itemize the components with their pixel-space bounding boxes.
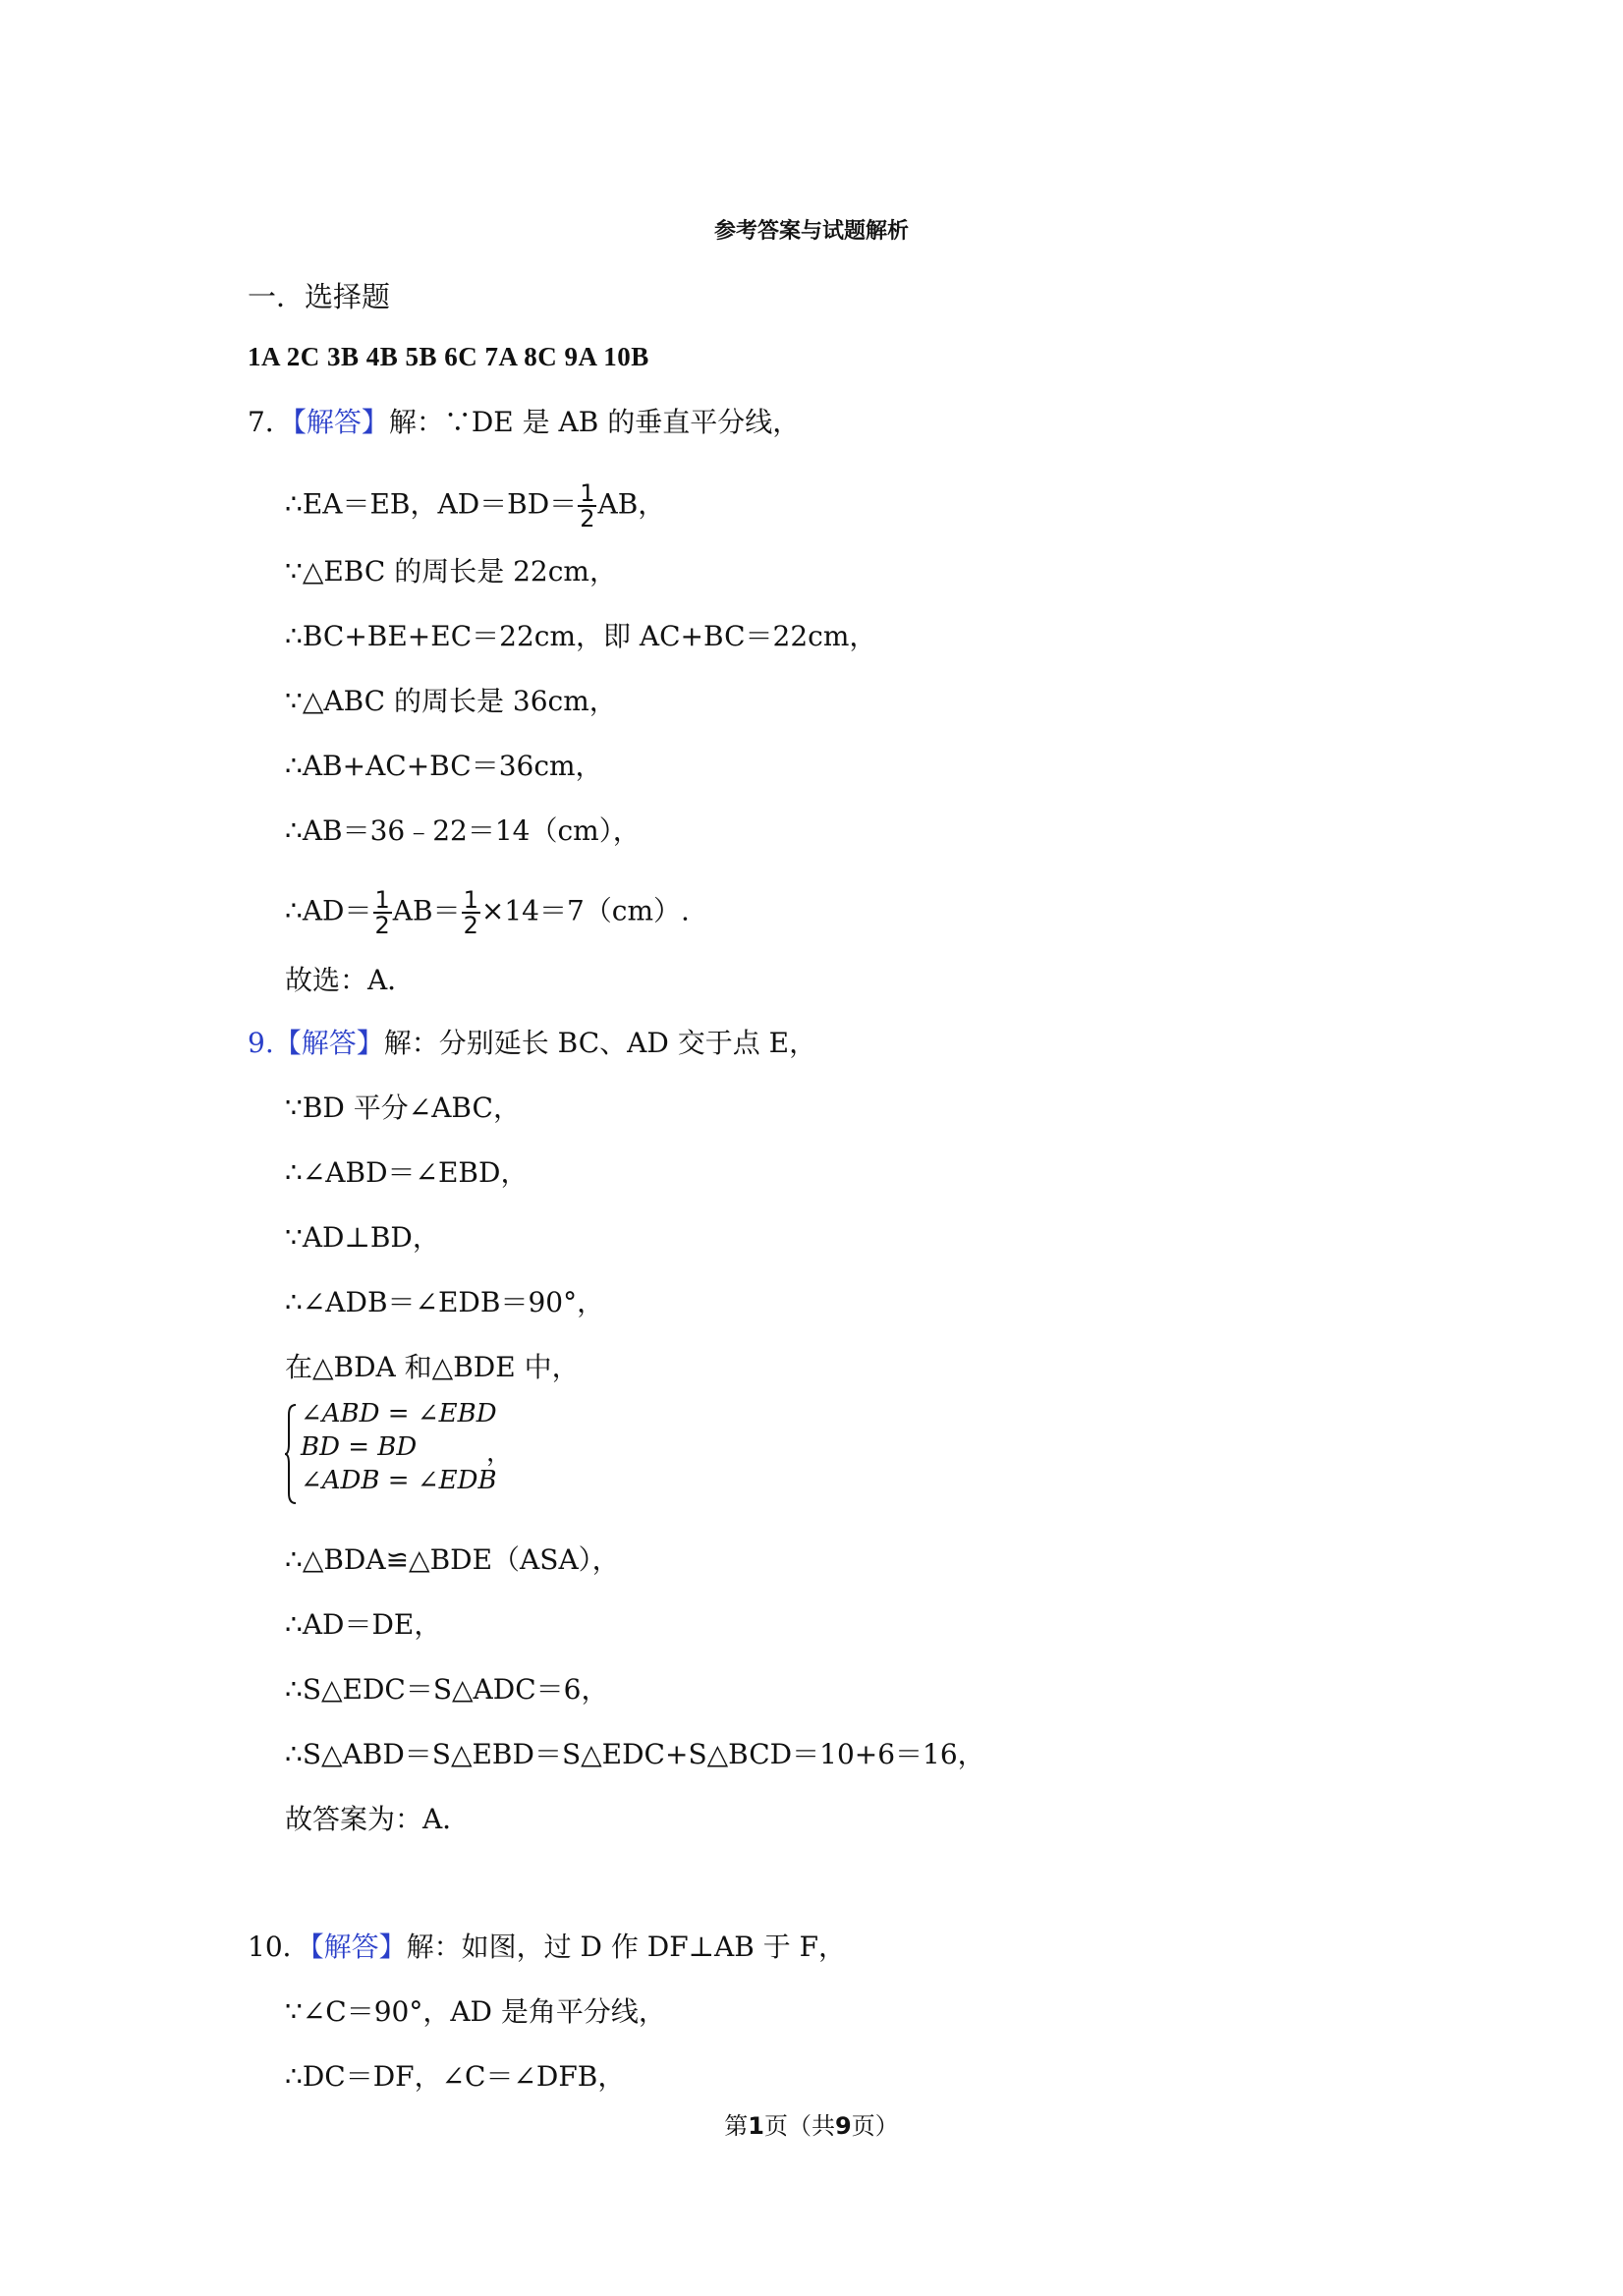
q10-tag: 【解答】 — [309, 1931, 407, 1963]
q10-number: 10． — [248, 1931, 310, 1963]
answer-key: 1A 2C 3B 4B 5B 6C 7A 8C 9A 10B — [248, 342, 649, 371]
footer-suffix: 页） — [851, 2112, 899, 2140]
footer-page-number: 1 — [748, 2112, 764, 2140]
q10-heading — [248, 1928, 846, 1967]
q7-line-4: ∵△ABC 的周长是 36cm， — [285, 685, 617, 717]
section-heading: 一．选择题 — [248, 280, 391, 313]
q9-line-6: ∴△BDA≌△BDE（ASA）， — [285, 1543, 620, 1576]
footer-prefix: 第 — [724, 2112, 749, 2140]
q10-line-0: 解：如图，过 D 作 DF⊥AB 于 F， — [406, 1931, 847, 1963]
q9-line-4: ∴∠ADB＝∠EDB＝90°， — [285, 1286, 605, 1318]
q7-tag: 【解答】 — [292, 406, 389, 438]
q9-line-8: ∴S△EDC＝S△ADC＝6， — [285, 1673, 609, 1706]
q7-line-7-a: ∴AD＝ — [285, 894, 372, 927]
q9-line-1: ∵BD 平分∠ABC， — [285, 1092, 521, 1124]
q7-line-1-a: ∴EA＝EB，AD＝BD＝ — [285, 487, 578, 521]
q9-line-10: 故答案为：A． — [285, 1803, 471, 1835]
page-title: 参考答案与试题解析 — [713, 219, 909, 244]
q9-line-2: ∴∠ABD＝∠EBD， — [285, 1156, 529, 1189]
q7-line-6: ∴AB＝36﹣22＝14（cm）， — [285, 814, 641, 847]
q7-line-1-b: AB， — [597, 487, 666, 521]
fraction-half — [373, 888, 392, 937]
system-row-3: ∠ADB = ∠EDB — [301, 1466, 497, 1495]
system-row-2: BD = BD — [301, 1432, 418, 1462]
q7-line-7-c: ×14＝7（cm）. — [480, 894, 690, 927]
q7-line-8: 故选：A． — [285, 964, 416, 996]
q10-line-1: ∵∠C＝90°，AD 是角平分线， — [285, 1995, 666, 2028]
q7-line-3: ∴BC+BE+EC＝22cm，即 AC+BC＝22cm， — [285, 620, 877, 652]
q9-number: 9. — [248, 1027, 274, 1059]
q7-line-5: ∴AB+AC+BC＝36cm， — [285, 750, 603, 782]
fraction-half — [578, 481, 596, 531]
fraction-numerator: 1 — [374, 886, 390, 914]
fraction-denominator: 2 — [463, 912, 478, 939]
q9-line-9: ∴S△ABD＝S△EBD＝S△EDC+S△BCD＝10+6＝16， — [285, 1738, 985, 1770]
fraction-numerator: 1 — [463, 886, 478, 914]
q9-tag: 【解答】 — [273, 1027, 384, 1059]
q10-line-2: ∴DC＝DF，∠C＝∠DFB， — [285, 2060, 626, 2093]
footer-middle: 页（共 — [764, 2112, 835, 2140]
q9-line-3: ∵AD⊥BD， — [285, 1221, 440, 1254]
q7-heading — [248, 403, 800, 442]
footer-total-pages: 9 — [835, 2112, 852, 2140]
q7-line-1 — [285, 481, 665, 531]
q9-line-5: 在△BDA 和△BDE 中， — [285, 1351, 580, 1383]
page-footer — [0, 2106, 1623, 2141]
q7-line-7-b: AB＝ — [392, 894, 461, 927]
q7-line-2: ∵△EBC 的周长是 22cm， — [285, 555, 617, 588]
system-row-1: ∠ABD = ∠EBD — [301, 1399, 497, 1428]
q7-line-7 — [285, 888, 690, 937]
q9-line-7: ∴AD＝DE， — [285, 1608, 442, 1641]
left-brace-icon — [285, 1403, 297, 1505]
q9-line-0: 解：分别延长 BC、AD 交于点 E， — [383, 1027, 817, 1059]
q7-line-0: 解：∵DE 是 AB 的垂直平分线， — [388, 406, 801, 438]
fraction-denominator: 2 — [580, 505, 595, 532]
q7-number: 7． — [248, 406, 293, 438]
q9-heading — [248, 1024, 816, 1063]
fraction-numerator: 1 — [580, 479, 595, 507]
fraction-denominator: 2 — [374, 912, 390, 939]
fraction-half — [462, 888, 480, 937]
system-comma: ， — [486, 1438, 513, 1468]
